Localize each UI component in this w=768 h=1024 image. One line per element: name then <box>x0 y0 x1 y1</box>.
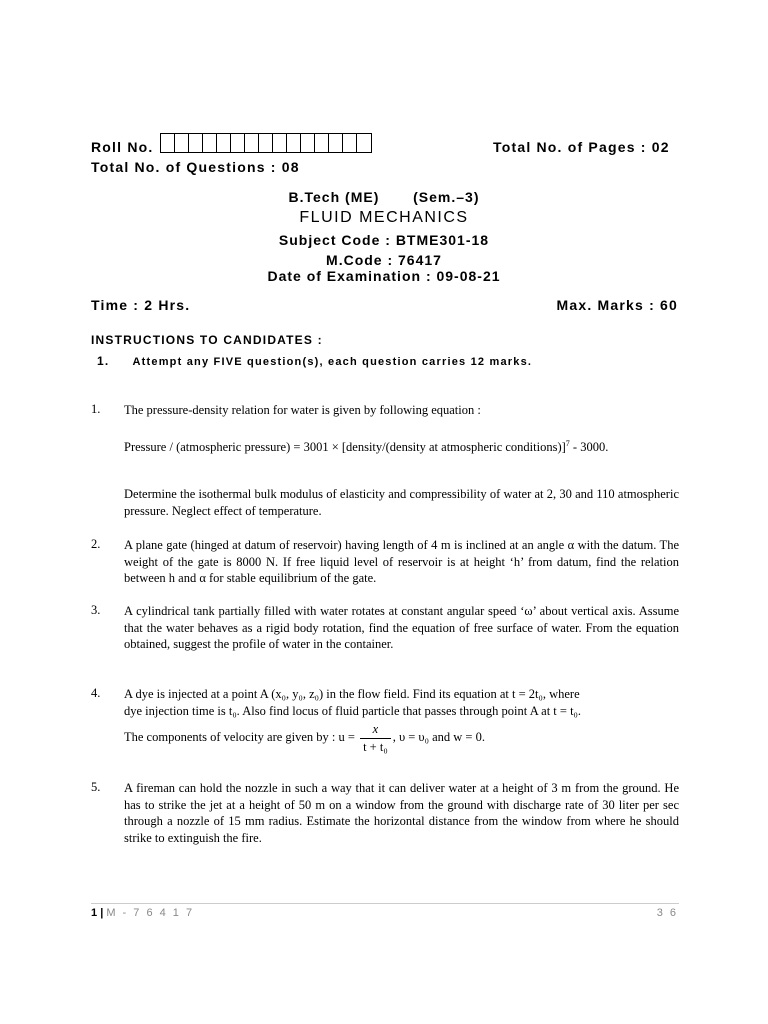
velocity-tail: , υ = υ₀ and w = 0. <box>392 729 485 744</box>
roll-no-digit-box[interactable] <box>161 134 175 152</box>
footer-left <box>91 907 194 919</box>
m-code: M.Code : 76417 <box>326 252 442 268</box>
question-1-equation <box>124 436 679 456</box>
question-number: 2. <box>91 537 101 551</box>
question-1-task: Determine the isothermal bulk modulus of elasticity and compressibility of water at 2, 30 and 110 atmospheric pressure. Neglect effect of temperature. <box>124 487 679 518</box>
equation-text: Pressure / (atmospheric pressure) = 3001 × [density/(density at atmospheric conditions)] <box>124 440 566 455</box>
question-number: 4. <box>91 686 101 700</box>
max-marks: Max. Marks : 60 <box>556 297 678 313</box>
fraction-denominator: t + t₀ <box>363 739 388 754</box>
question-4-velocity <box>124 721 679 755</box>
velocity-fraction <box>360 721 391 755</box>
question-number: 5. <box>91 780 101 794</box>
instruction-text: Attempt any FIVE question(s), each question carries 12 marks. <box>132 356 533 368</box>
equation-tail: - 3000. <box>569 440 609 455</box>
roll-no-digit-box[interactable] <box>189 134 203 152</box>
footer-right: 3 6 <box>656 907 678 919</box>
question-2-text: A plane gate (hinged at datum of reservoir) having length of 4 m is inclined at an angle α with the datum. The weight of the gate is 8000 N. If free liquid level of reservoir is at height ‘h’ from datum, find the relation between h and α for stable equilibrium of the gate. <box>124 538 679 585</box>
equation-exponent: 7 <box>565 439 570 448</box>
footer-code: M - 7 6 4 1 7 <box>106 907 195 919</box>
roll-no-digit-box[interactable] <box>231 134 245 152</box>
roll-no-label: Roll No. <box>91 139 154 155</box>
instruction-item <box>97 354 532 368</box>
question-4-line-2: dye injection time is t₀. Also find locus of fluid particle that passes through point A at t = t₀. <box>124 704 582 718</box>
subject-title: FLUID MECHANICS <box>299 209 469 226</box>
roll-no-digit-box[interactable] <box>217 134 231 152</box>
exam-date: Date of Examination : 09-08-21 <box>267 268 501 284</box>
footer-rule <box>91 903 679 904</box>
fraction-numerator: x <box>360 721 391 739</box>
footer-separator: | <box>100 907 104 919</box>
roll-no-digit-box[interactable] <box>329 134 343 152</box>
instruction-num: 1. <box>97 354 110 368</box>
question-number: 3. <box>91 603 101 617</box>
question-4-line-1: A dye is injected at a point A (x₀, y₀, z₀) in the flow field. Find its equation at t = 2t₀, where <box>124 687 580 701</box>
roll-no-digit-box[interactable] <box>357 134 371 152</box>
roll-no-digit-box[interactable] <box>245 134 259 152</box>
total-questions: Total No. of Questions : 08 <box>91 159 300 175</box>
roll-no-digit-box[interactable] <box>175 134 189 152</box>
roll-no-digit-box[interactable] <box>343 134 357 152</box>
time: Time : 2 Hrs. <box>91 297 191 313</box>
velocity-text: The components of velocity are given by : u = <box>124 729 355 744</box>
course: B.Tech (ME) <box>288 189 380 205</box>
question-number: 1. <box>91 402 101 416</box>
roll-no-digit-box[interactable] <box>203 134 217 152</box>
question-3-text: A cylindrical tank partially filled with water rotates at constant angular speed ‘ω’ about vertical axis. Assume that the water behaves as a rigid body rotation, find the equation of free surface of water. From the equation obtained, suggest the profile of water in the container. <box>124 604 679 651</box>
semester: (Sem.–3) <box>413 189 480 205</box>
roll-no-digit-box[interactable] <box>273 134 287 152</box>
footer-page-number: 1 <box>91 907 98 919</box>
course-line <box>0 189 768 205</box>
question-1-intro: The pressure-density relation for water is given by following equation : <box>124 403 481 417</box>
roll-no-digit-box[interactable] <box>259 134 273 152</box>
total-pages: Total No. of Pages : 02 <box>493 139 670 155</box>
roll-no-digit-box[interactable] <box>287 134 301 152</box>
question-5-text: A fireman can hold the nozzle in such a way that it can deliver water at a height of 3 m from the ground. He has to strike the jet at a height of 50 m on a window from the ground with discharge rate of 30 liter per sec through a nozzle of 15 mm radius. Estimate the horizontal distance from the window from where he should strike to extinguish the fire. <box>124 781 679 845</box>
roll-no-digit-box[interactable] <box>315 134 329 152</box>
roll-no-boxes[interactable] <box>160 133 372 153</box>
roll-no-digit-box[interactable] <box>301 134 315 152</box>
instructions-title: INSTRUCTIONS TO CANDIDATES : <box>91 333 323 347</box>
subject-code: Subject Code : BTME301-18 <box>278 232 490 248</box>
